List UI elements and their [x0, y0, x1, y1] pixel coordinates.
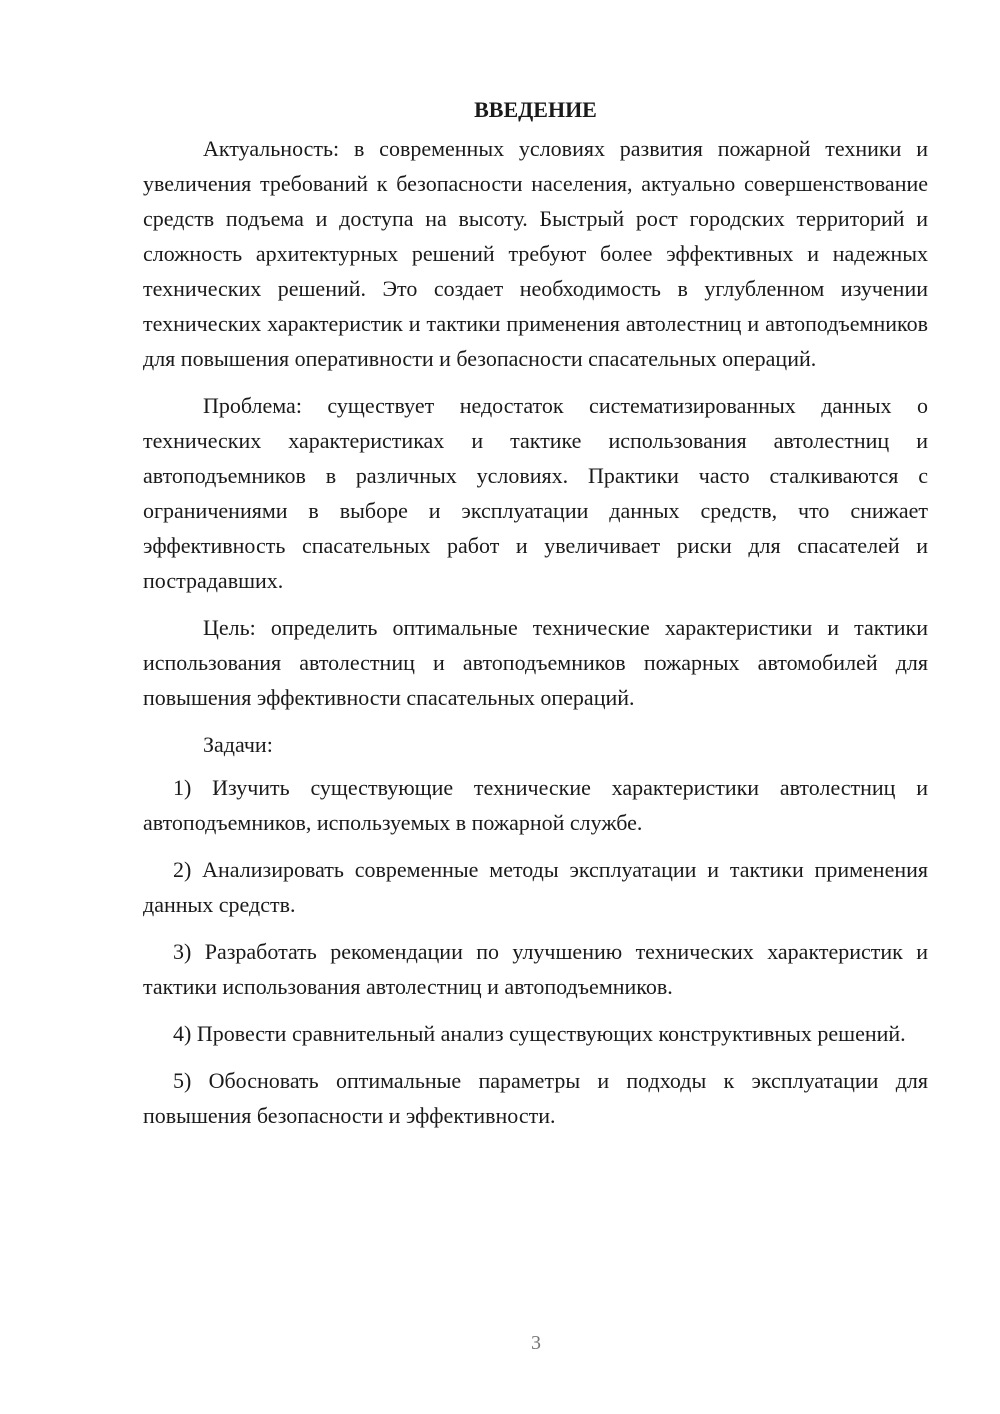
task-item-2: 2) Анализировать современные методы эксплуатации и тактики применения данных средств.: [143, 857, 928, 917]
task-item-1: 1) Изучить существующие технические характеристики автолестниц и автоподъемников, используемых в пожарной службе.: [143, 775, 928, 835]
tasks-label: Задачи:: [203, 732, 273, 757]
task-item-5: 5) Обосновать оптимальные параметры и подходы к эксплуатации для повышения безопасности и эффективности.: [143, 1068, 928, 1128]
task-item-3: 3) Разработать рекомендации по улучшению технических характеристик и тактики использования автолестниц и автоподъемников.: [143, 939, 928, 999]
task-item-4: 4) Провести сравнительный анализ существующих конструктивных решений.: [173, 1021, 906, 1046]
page-title: ВВЕДЕНИЕ: [474, 97, 597, 122]
page-number: 3: [531, 1332, 541, 1354]
goal-paragraph: Цель: определить оптимальные технические характеристики и тактики использования автолестниц и автоподъемников пожарных автомобилей для повышения эффективности спасательных операций.: [143, 615, 928, 710]
problem-paragraph: Проблема: существует недостаток систематизированных данных о технических характеристиках и тактике использования автолестниц и автоподъемников в различных условиях. Практики часто сталкиваются с ограничениями в выборе и эксплуатации данных средств, что снижает эффективность спасательных работ и увеличивает риски для спасателей и пострадавших.: [143, 393, 928, 593]
relevance-paragraph: Актуальность: в современных условиях развития пожарной техники и увеличения требований к безопасности населения, актуально совершенствование средств подъема и доступа на высоту. Быстрый рост городских территорий и сложность архитектурных решений требуют более эффективных и надежных технических решений. Это создает необходимость в углубленном изучении технических характеристик и тактики применения автолестниц и автоподъемников для повышения оперативности и безопасности спасательных операций.: [143, 136, 928, 371]
document-page: [143, 92, 928, 1145]
